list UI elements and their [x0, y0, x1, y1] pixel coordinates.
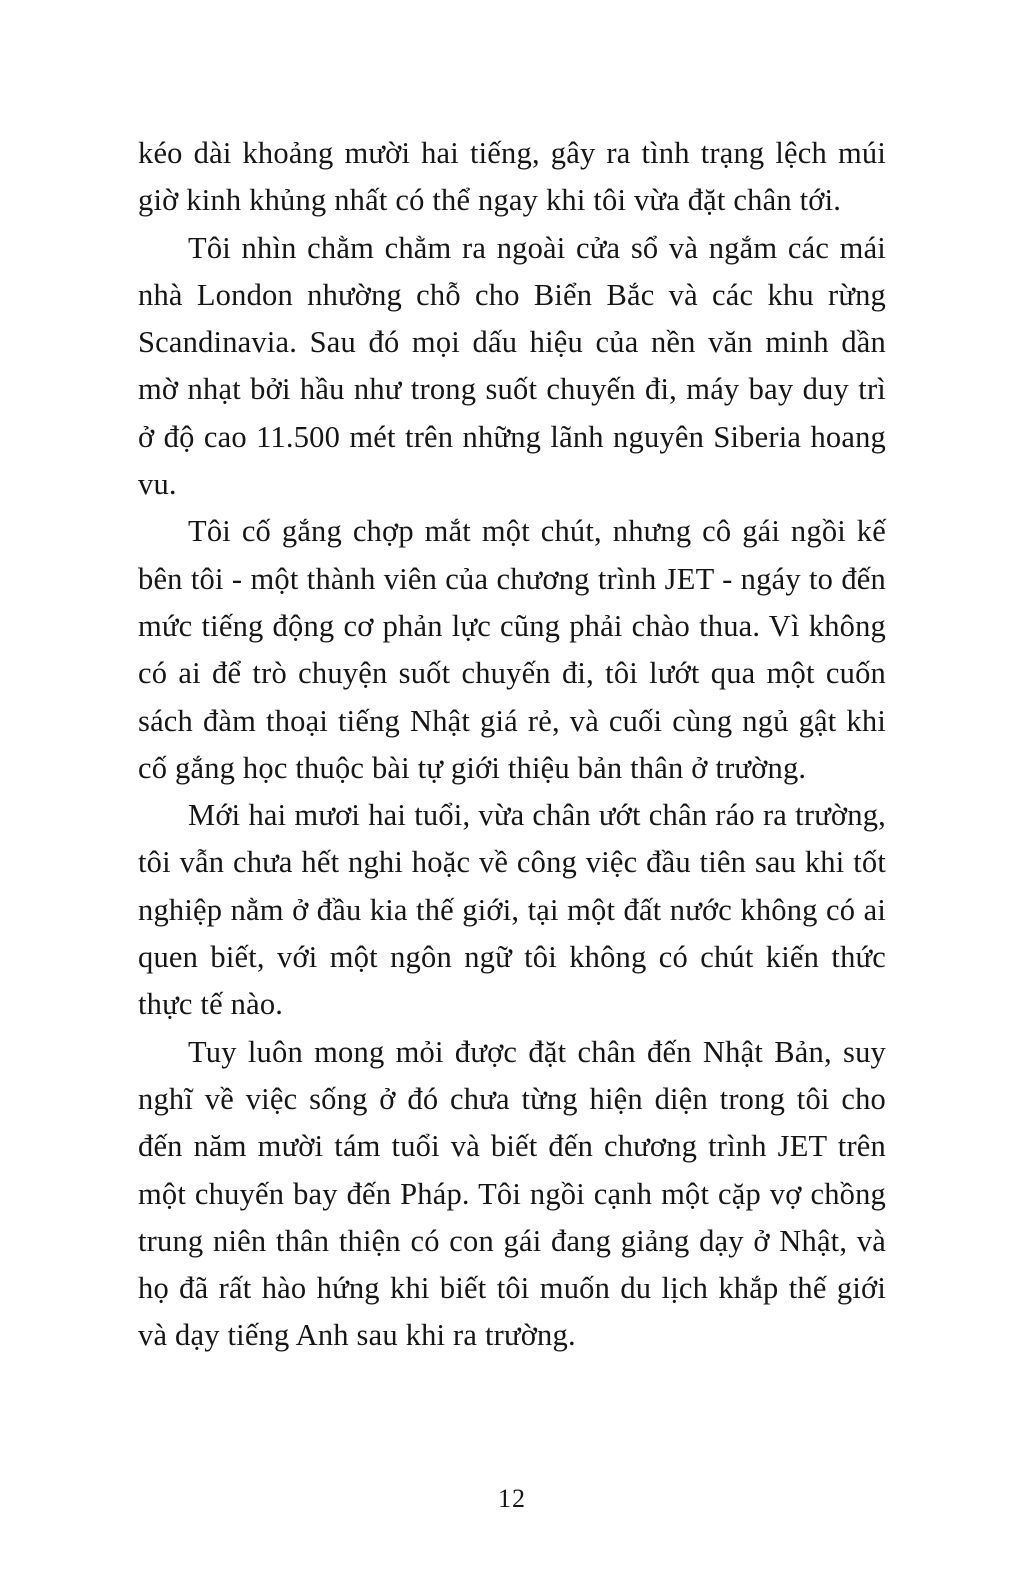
paragraph: Tôi cố gắng chợp mắt một chút, nhưng cô gái ngồi kế bên tôi - một thành viên của chương trình JET - ngáy to đến mức tiếng động cơ phản lực cũng phải chào thua. Vì không có ai để trò chuyện suốt chuyến đi, tôi lướt qua một cuốn sách đàm thoại tiếng Nhật giá rẻ, và cuối cùng ngủ gật khi cố gắng học thuộc bài tự giới thiệu bản thân ở trường. — [138, 514, 886, 785]
paragraph: Tôi nhìn chằm chằm ra ngoài cửa sổ và ngắm các mái nhà London nhường chỗ cho Biển Bắc và các khu rừng Scandinavia. Sau đó mọi dấu hiệu của nền văn minh dần mờ nhạt bởi hầu như trong suốt chuyến đi, máy bay duy trì ở độ cao 11.500 mét trên những lãnh nguyên Siberia hoang vu. — [138, 230, 886, 502]
paragraph: Mới hai mươi hai tuổi, vừa chân ướt chân ráo ra trường, tôi vẫn chưa hết nghi hoặc về công việc đầu tiên sau khi tốt nghiệp nằm ở đầu kia thế giới, tại một đất nước không có ai quen biết, với một ngôn ngữ tôi không có chút kiến thức thực tế nào. — [138, 798, 886, 1022]
paragraph: kéo dài khoảng mười hai tiếng, gây ra tình trạng lệch múi giờ kinh khủng nhất có thể ngay khi tôi vừa đặt chân tới. — [138, 136, 886, 218]
page-number: 12 — [498, 1484, 526, 1513]
page-text — [138, 130, 886, 1360]
paragraph: Tuy luôn mong mỏi được đặt chân đến Nhật Bản, suy nghĩ về việc sống ở đó chưa từng hiện diện trong tôi cho đến năm mười tám tuổi và biết đến chương trình JET trên một chuyến bay đến Pháp. Tôi ngồi cạnh một cặp vợ chồng trung niên thân thiện có con gái đang giảng dạy ở Nhật, và họ đã rất hào hứng khi biết tôi muốn du lịch khắp thế giới và dạy tiếng Anh sau khi ra trường. — [138, 1034, 886, 1353]
